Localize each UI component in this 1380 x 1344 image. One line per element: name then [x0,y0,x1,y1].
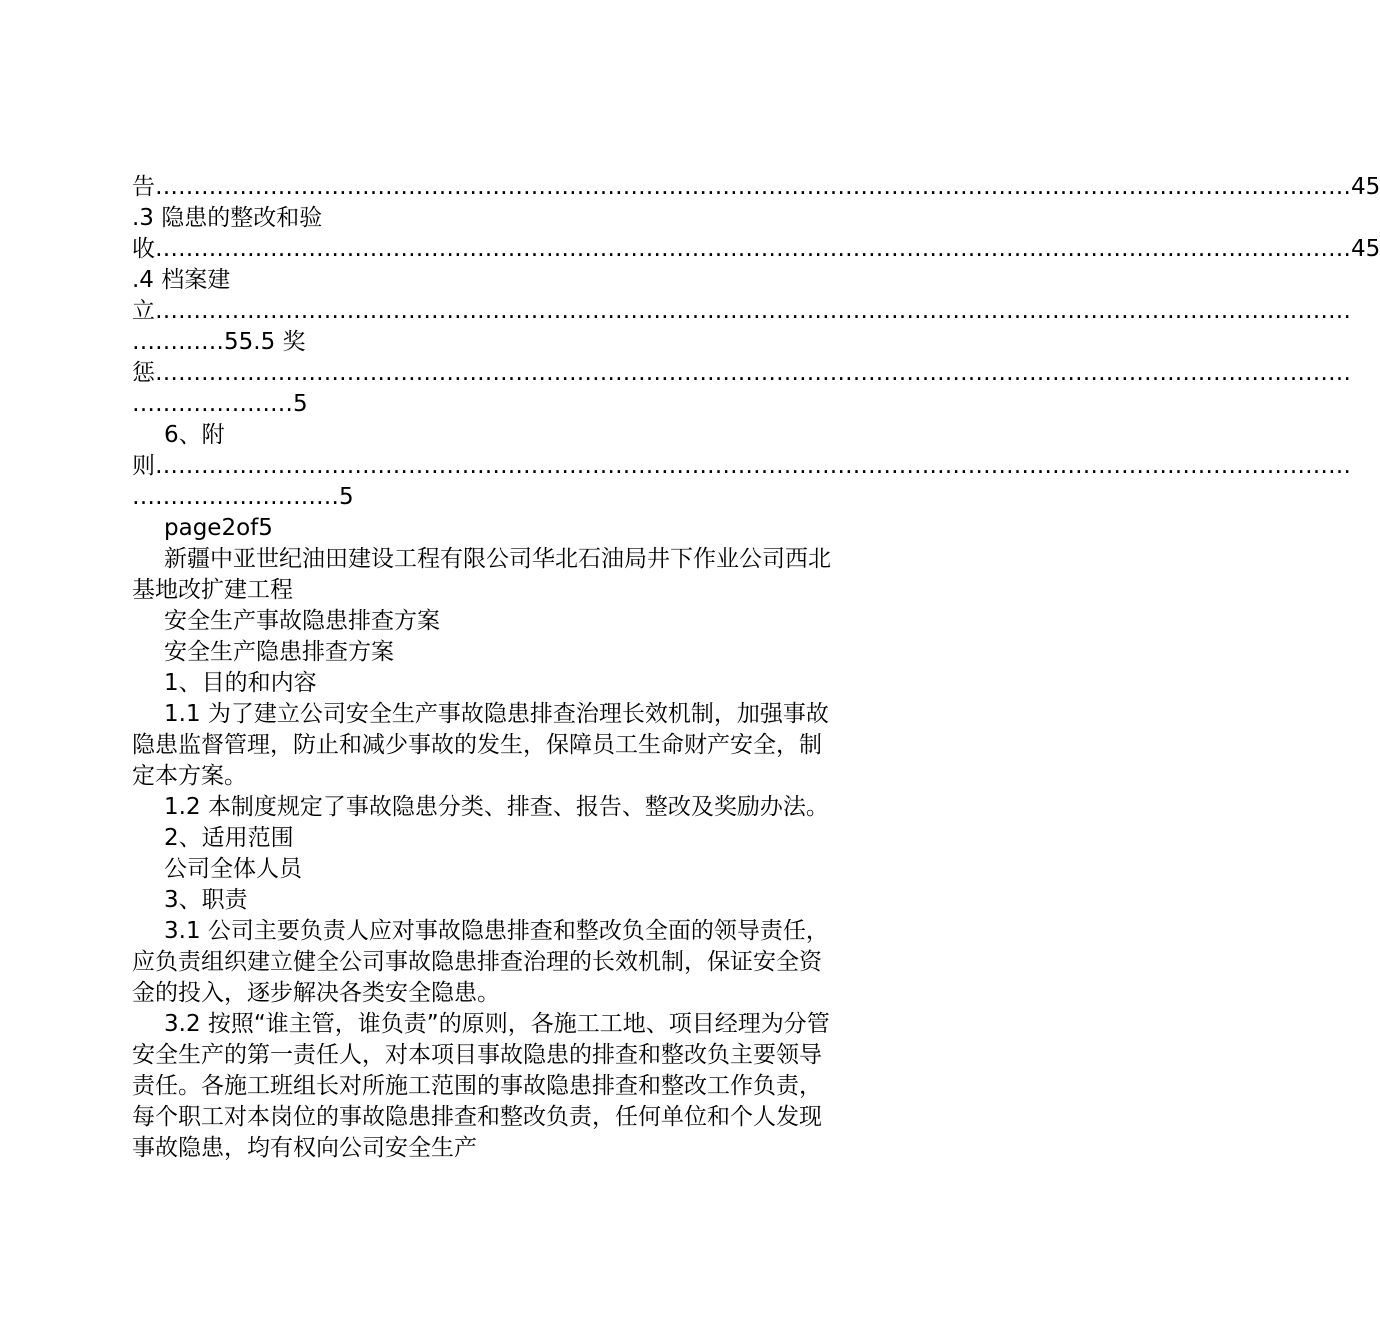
section-heading: 2、适用范围 [164,825,294,851]
section-heading: 3、职责 [164,887,248,913]
toc-entry: ………………………5 [132,484,354,510]
document-body [132,172,1380,1164]
toc-row [132,172,1380,203]
document-subtitle: 安全生产隐患排查方案 [164,639,394,665]
toc-row [132,358,1351,389]
toc-leader: ………………………………………………………………………………………………………………………………………… [155,174,1351,200]
toc-entry: …………………5 [132,391,308,417]
toc-leader: ………………………………………………………………………………………………………………………………………… [155,298,1351,324]
toc-page-number: 45 [1351,174,1380,200]
toc-leader: ………………………………………………………………………………………………………………………………………… [155,360,1351,386]
paragraph-text: 3.1 公司主要负责人应对事故隐患排查和整改负全面的领导责任，应负责组织建立健全公司事故隐患排查治理的长效机制，保证安全资金的投入，逐步解决各类安全隐患。 [132,918,829,1006]
toc-entry: .3 隐患的整改和验 [132,205,323,231]
document-title: 安全生产事故隐患排查方案 [164,608,440,634]
toc-entry-text: 立 [132,298,155,324]
paragraph [132,916,832,1009]
company-title [132,544,832,606]
toc-entry-text: 惩 [132,360,155,386]
toc-row [132,234,1380,265]
paragraph [132,1009,832,1164]
paragraph-text: 1.2 本制度规定了事故隐患分类、排查、报告、整改及奖励办法。 [164,794,829,820]
toc-entry-text: 告 [132,174,155,200]
toc-leader: ………………………………………………………………………………………………………………………………………… [155,236,1351,262]
toc-leader: ………………………………………………………………………………………………………………………………………… [155,453,1351,479]
paragraph [132,792,832,823]
toc-entry: …………55.5 奖 [132,329,306,355]
page-marker: page2of5 [164,515,273,541]
toc-row [132,296,1351,327]
toc-entry: 6、附 [164,422,225,448]
company-title-text: 新疆中亚世纪油田建设工程有限公司华北石油局井下作业公司西北基地改扩建工程 [132,546,831,603]
paragraph: 公司全体人员 [164,856,302,882]
paragraph-text: 1.1 为了建立公司安全生产事故隐患排查治理长效机制，加强事故隐患监督管理，防止和减少事故的发生，保障员工生命财产安全，制定本方案。 [132,701,829,789]
toc-entry: .4 档案建 [132,267,231,293]
toc-row [132,451,1351,482]
paragraph-text: 3.2 按照“谁主管，谁负责”的原则，各施工工地、项目经理为分管安全生产的第一责任人，对本项目事故隐患的排查和整改负主要领导责任。各施工班组长对所施工范围的事故隐患排查和整改工作负责，每个职工对本岗位的事故隐患排查和整改负责，任何单位和个人发现事故隐患，均有权向公司安全生产 [132,1011,830,1161]
toc-page-number: 45 [1351,236,1380,262]
section-heading: 1、目的和内容 [164,670,317,696]
paragraph [132,699,832,792]
toc-entry-text: 收 [132,236,155,262]
toc-entry-text: 则 [132,453,155,479]
